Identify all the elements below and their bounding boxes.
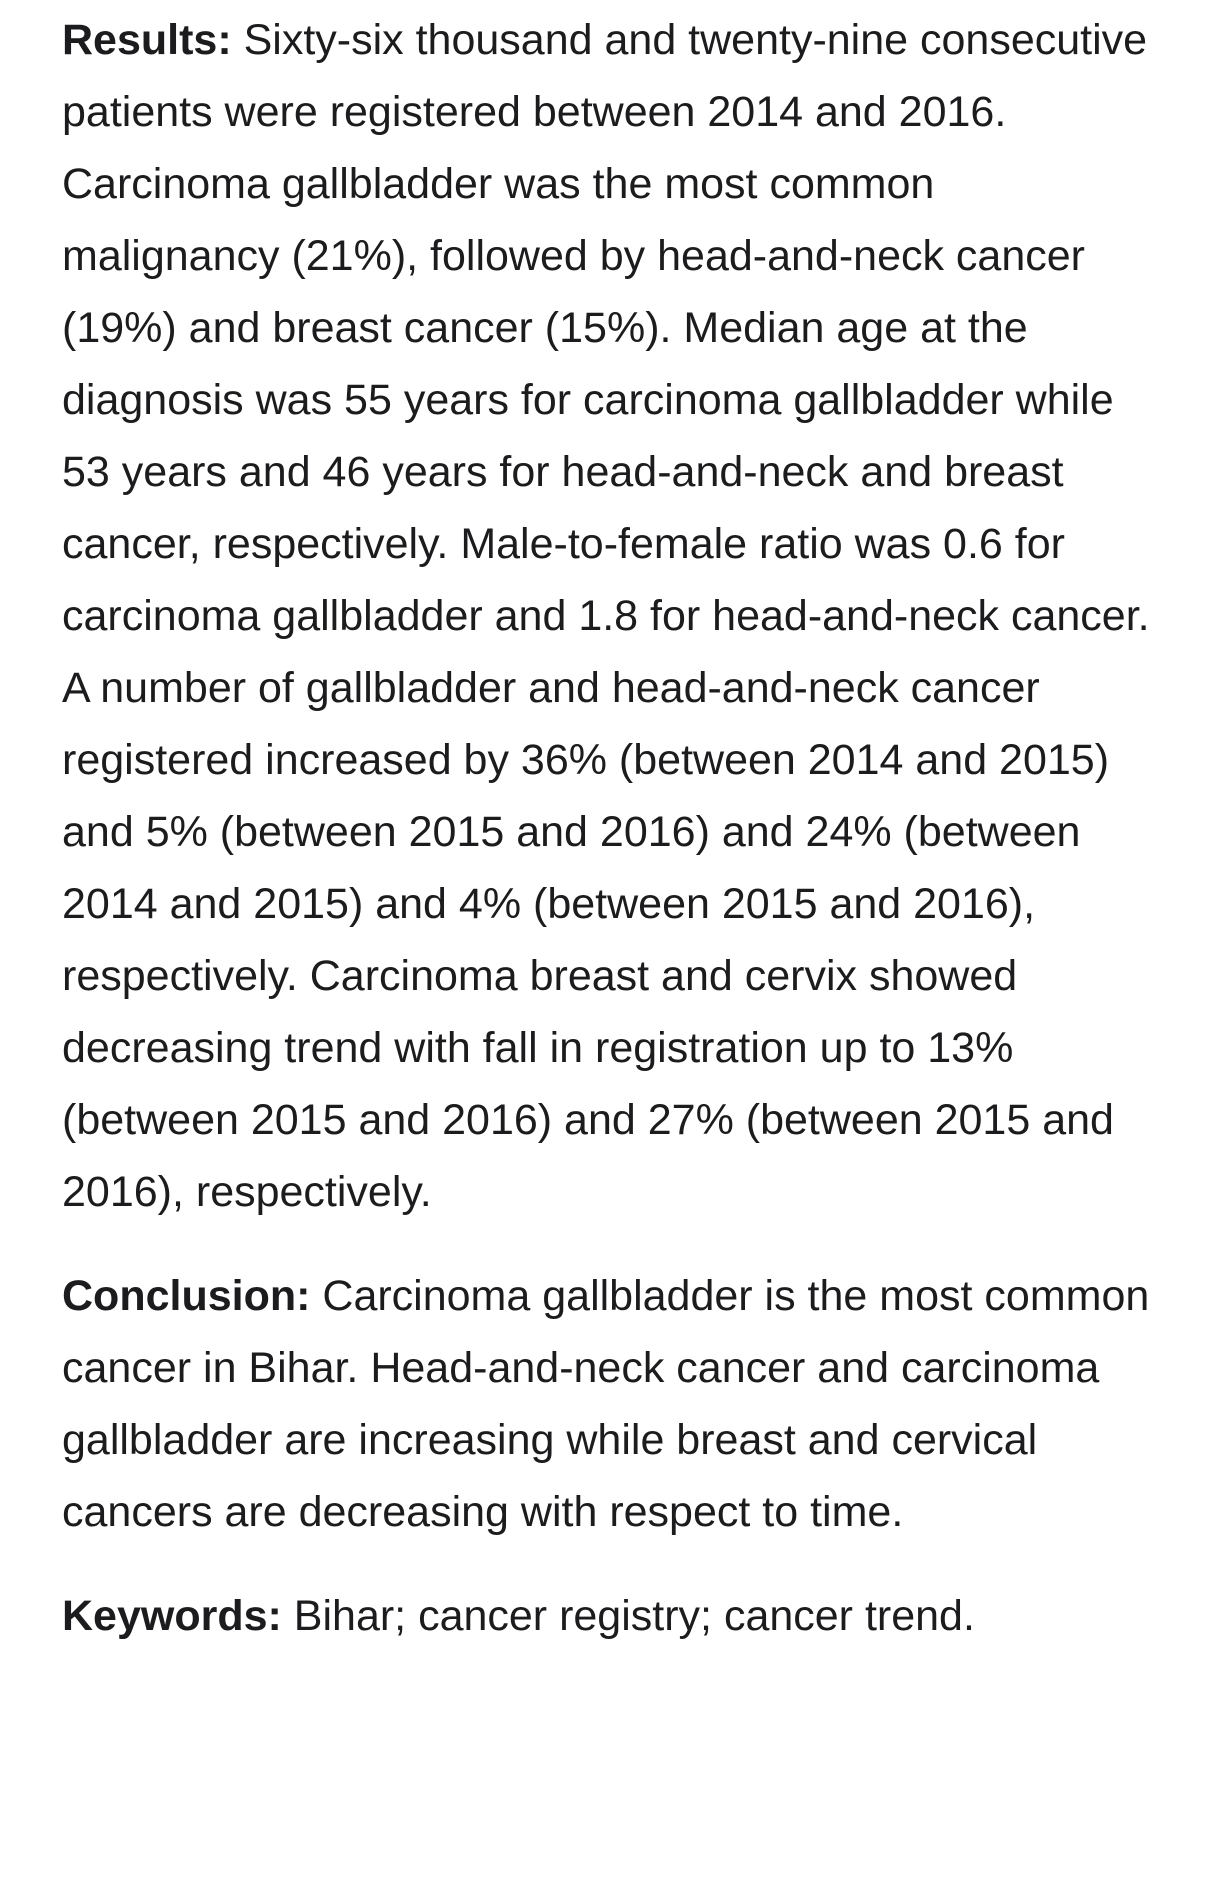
results-label: Results: — [62, 16, 232, 64]
conclusion-paragraph — [62, 1260, 1152, 1548]
results-text: Sixty-six thousand and twenty-nine consecutive patients were registered between 2014 and 2016. Carcinoma gallbladder was the most common malignancy (21%), followed by head-and-neck cancer (19%) and breast cancer (15%). Median age at the diagnosis was 55 years for carcinoma gallbladder while 53 years and 46 years for head-and-neck and breast cancer, respectively. Male-to-female ratio was 0.6 for carcinoma gallbladder and 1.8 for head-and-neck cancer. A number of gallbladder and head-and-neck cancer registered increased by 36% (between 2014 and 2015) and 5% (between 2015 and 2016) and 24% (between 2014 and 2015) and 4% (between 2015 and 2016), respectively. Carcinoma breast and cervix showed decreasing trend with fall in registration up to 13% (between 2015 and 2016) and 27% (between 2015 and 2016), respectively. — [62, 16, 1150, 1216]
conclusion-label: Conclusion: — [62, 1272, 311, 1320]
results-paragraph — [62, 4, 1152, 1228]
abstract-body — [62, 4, 1152, 1652]
keywords-text: Bihar; cancer registry; cancer trend. — [281, 1592, 975, 1640]
keywords-paragraph — [62, 1580, 1152, 1652]
conclusion-text: Carcinoma gallbladder is the most common cancer in Bihar. Head-and-neck cancer and carcinoma gallbladder are increasing while breast and cervical cancers are decreasing with respect to time. — [62, 1272, 1150, 1536]
keywords-label: Keywords: — [62, 1592, 282, 1640]
